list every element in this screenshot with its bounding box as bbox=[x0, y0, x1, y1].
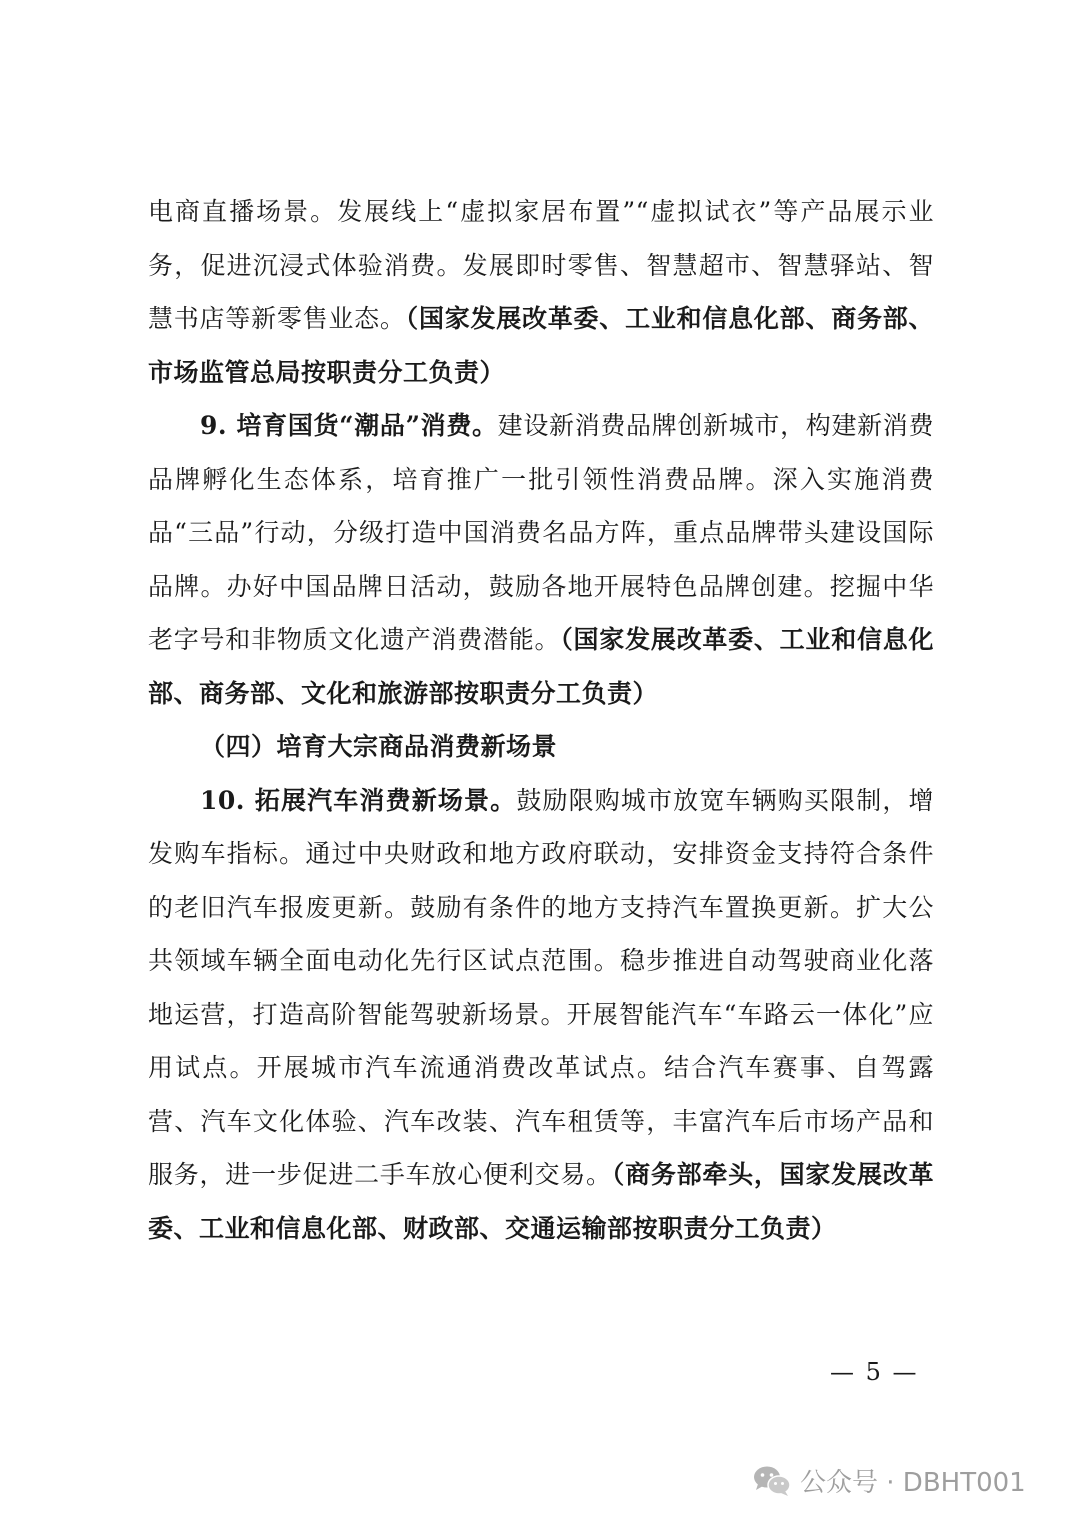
watermark bbox=[752, 1462, 1026, 1499]
page-number: — 5 — bbox=[830, 1358, 919, 1386]
paragraph-item-10 bbox=[148, 774, 934, 1256]
wechat-icon bbox=[752, 1464, 792, 1498]
item-title: 10. 拓展汽车消费新场景。 bbox=[200, 785, 517, 815]
paragraph-text: 电商直播场景。发展线上“虚拟家居布置”“虚拟试衣”等产品展示业务，促进沉浸式体验消费。发展即时零售、智慧超市、智慧驿站、智慧书店等新零售业态。 bbox=[148, 197, 934, 333]
document-body bbox=[148, 185, 934, 1255]
responsibility-note: （国家发展改革委、工业和信息化部、商务部、文化和旅游部按职责分工负责） bbox=[148, 625, 934, 708]
item-title: 9. 培育国货“潮品”消费。 bbox=[200, 411, 498, 440]
responsibility-note: （国家发展改革委、工业和信息化部、商务部、市场监管总局按职责分工负责） bbox=[148, 304, 934, 387]
paragraph-ecommerce bbox=[148, 185, 934, 399]
responsibility-note: （商务部牵头，国家发展改革委、工业和信息化部、财政部、交通运输部按职责分工负责） bbox=[148, 1160, 934, 1243]
paragraph-text: 建设新消费品牌创新城市，构建新消费品牌孵化生态体系，培育推广一批引领性消费品牌。深入实施消费品“三品”行动，分级打造中国消费名品方阵，重点品牌带头建设国际品牌。办好中国品牌日活动，鼓励各地开展特色品牌创建。挖掘中华老字号和非物质文化遗产消费潜能。 bbox=[148, 411, 934, 654]
paragraph-item-9 bbox=[148, 399, 934, 720]
paragraph-text: 鼓励限购城市放宽车辆购买限制，增发购车指标。通过中央财政和地方政府联动，安排资金支持符合条件的老旧汽车报废更新。鼓励有条件的地方支持汽车置换更新。扩大公共领域车辆全面电动化先行区试点范围。稳步推进自动驾驶商业化落地运营，打造高阶智能驾驶新场景。开展智能汽车“车路云一体化”应用试点。开展城市汽车流通消费改革试点。结合汽车赛事、自驾露营、汽车文化体验、汽车改装、汽车租赁等，丰富汽车后市场产品和服务，进一步促进二手车放心便利交易。 bbox=[148, 785, 934, 1189]
watermark-text: 公众号 · DBHT001 bbox=[800, 1468, 1026, 1498]
section-heading: （四）培育大宗商品消费新场景 bbox=[200, 732, 558, 761]
